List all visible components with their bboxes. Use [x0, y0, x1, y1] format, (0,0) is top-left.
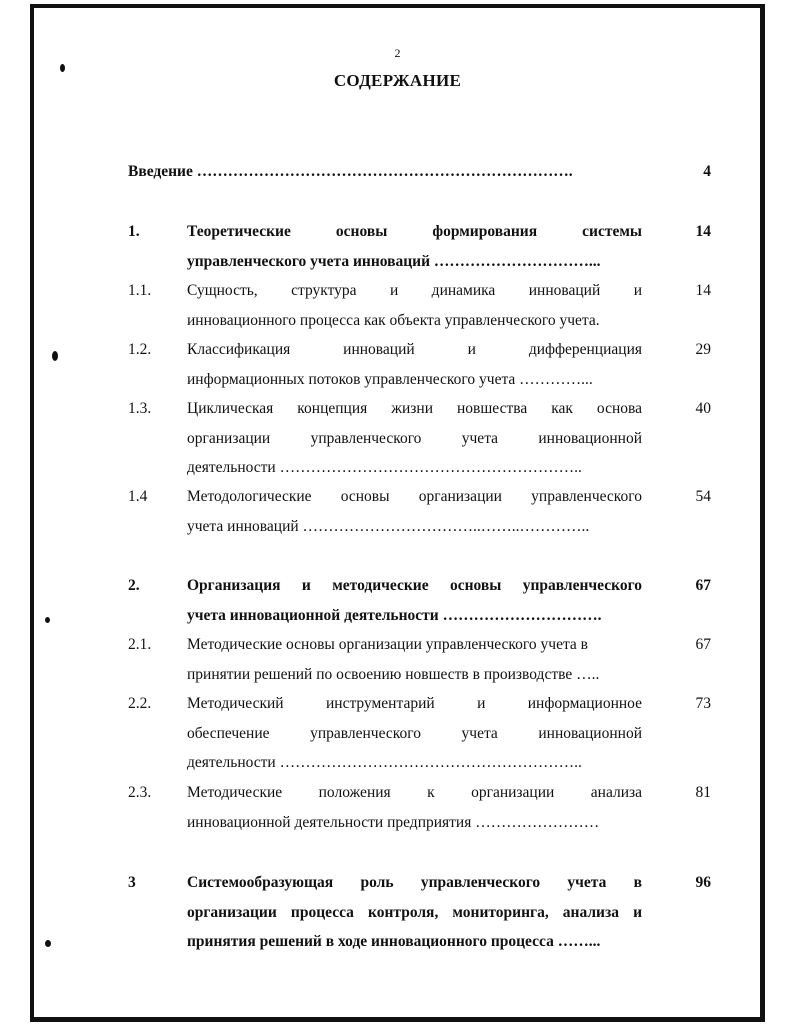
- toc-entry-line: Системообразующая роль управленческого учета в: [187, 874, 642, 891]
- toc-entry-line: Сущность, структура и динамика инноваций и: [187, 282, 642, 299]
- page-title: СОДЕРЖАНИЕ: [333, 71, 462, 90]
- toc-entry-line: принятия решений в ходе инновационного процесса ……...: [187, 933, 601, 951]
- toc-entry-page: 40: [695, 400, 711, 417]
- toc-entry-line: организации процесса контроля, мониторинга, анализа и: [187, 903, 642, 921]
- toc-entry-line: организации управленческого учета инновационной: [187, 429, 642, 447]
- toc-entry-page: 67: [695, 577, 711, 594]
- toc-entry-number: 1.1.: [128, 282, 152, 299]
- toc-entry-line: обеспечение управленческого учета инновационной: [187, 724, 642, 742]
- toc-entry-page: 29: [695, 341, 711, 358]
- toc-entry-number: 2.2.: [128, 695, 152, 712]
- toc-entry-page: 14: [695, 223, 711, 240]
- toc-entry-page: 54: [695, 488, 711, 505]
- toc-entry-line: управленческого учета инноваций …………………………...: [187, 252, 601, 270]
- toc-entry-number: 1.3.: [128, 400, 152, 417]
- toc-entry-line: Классификация инноваций и дифференциация: [187, 341, 642, 358]
- scan-speck: [45, 617, 50, 623]
- toc-entry-line: учета инноваций ……………………………..……..…………..: [187, 517, 590, 535]
- toc-entry-line: Методологические основы организации управленческого: [187, 488, 642, 505]
- toc-entry-page: 14: [695, 282, 711, 299]
- toc-entry-line: Теоретические основы формирования системы: [187, 223, 642, 240]
- toc-entry-line: деятельности …………………………………………………..: [187, 459, 582, 477]
- toc-entry-line: принятии решений по освоению новшеств в производстве …..: [187, 665, 600, 683]
- toc-entry-line: инновационной деятельности предприятия ……………………: [187, 813, 600, 831]
- toc-entry-number: 3: [128, 874, 136, 891]
- toc-entry-line: Методический инструментарий и информационное: [187, 695, 642, 712]
- toc-entry-page: 73: [695, 695, 711, 712]
- toc-entry-page: 81: [695, 784, 711, 801]
- toc-entry-line: учета инновационной деятельности ………………………….: [187, 606, 602, 624]
- toc-entry-number: 2.: [128, 577, 140, 594]
- toc-entry-number: 2.3.: [128, 784, 152, 801]
- toc-entry-number: 1.4: [128, 488, 148, 505]
- toc-entry-number: 1.2.: [128, 341, 152, 358]
- scan-speck: [52, 351, 58, 361]
- toc-entry-line: Организация и методические основы управленческого: [187, 577, 642, 594]
- toc-entry-line: инновационного процесса как объекта управленческого учета.: [187, 311, 600, 329]
- toc-entry-page: 96: [695, 874, 711, 891]
- page-number: 2: [394, 46, 401, 60]
- scan-speck: [45, 940, 51, 947]
- toc-entry-line: Циклическая концепция жизни новшества как основа: [187, 400, 642, 417]
- toc-entry-number: 2.1.: [128, 636, 152, 653]
- toc-entry-text: Введение ……………………………………………………………….: [128, 163, 573, 180]
- toc-entry-page: 67: [695, 636, 711, 653]
- toc-entry-line: Методические основы организации управленческого учета в: [187, 636, 588, 653]
- toc-entry-line: Методические положения к организации анализа: [187, 784, 642, 801]
- toc-entry-number: 1.: [128, 223, 140, 240]
- toc-entry-line: информационных потоков управленческого учета …………...: [187, 370, 593, 388]
- toc-entry-page: 4: [703, 163, 711, 180]
- toc-entry-line: деятельности …………………………………………………..: [187, 754, 582, 772]
